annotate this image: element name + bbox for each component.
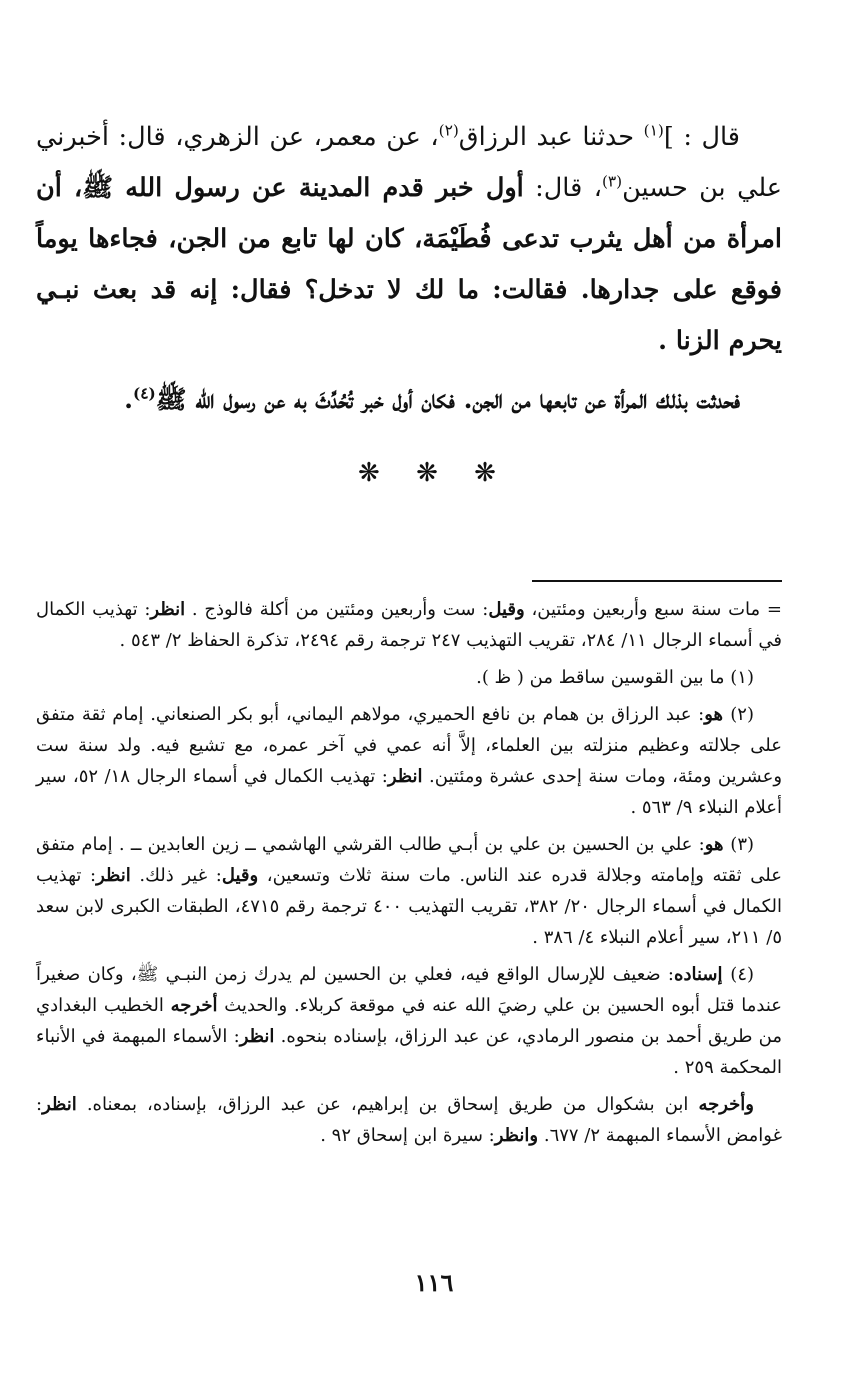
keyword: هو (704, 834, 731, 855)
footnote-4-continued (36, 1089, 782, 1151)
footnotes (36, 594, 782, 1157)
keyword: انظر (239, 1026, 275, 1047)
footnote-number: (١) (730, 667, 754, 688)
keyword: هو (704, 704, 731, 725)
footnote-number: (٤) (730, 964, 755, 985)
text-run: : غوامض الأسماء المبهمة ٢/ ٦٧٧. (36, 1094, 782, 1146)
keyword: انظر (96, 865, 131, 886)
text-run: قال : ] (663, 122, 740, 152)
section-separator: ❋ ❋ ❋ (358, 458, 510, 488)
footnote-divider (532, 580, 782, 582)
keyword: وأخرجه (698, 1094, 754, 1115)
keyword: وقيل (488, 599, 525, 620)
footnote-ref-3: (٣) (601, 172, 623, 191)
footnote-3 (36, 829, 782, 953)
text-run: ما بين القوسين ساقط من ( ظ ). (476, 667, 731, 688)
footnote-ref-2: (٢) (438, 121, 459, 140)
text-run: ، قال: (523, 173, 602, 203)
text-run: حدثنا عبد الرزاق (458, 122, 644, 152)
footnote-ref-4: (٤) (132, 384, 156, 403)
main-text (36, 112, 782, 434)
main-paragraph-2 (36, 375, 782, 426)
keyword: انظر (150, 599, 186, 620)
text-run: ، عن معمر، عن الزهري، قال: أخبرني علي بن حسين (36, 122, 783, 203)
keyword: انظر (42, 1094, 77, 1115)
footnote-number: (٣) (730, 834, 755, 855)
text-run: : تهذيب الكمال في أسماء الرجال ١١/ ٢٨٤، تقريب التهذيب ٢٤٧ ترجمة رقم ٢٤٩٤، تذكرة الحفاظ ٢/ ٥٤٣ . (36, 599, 782, 651)
keyword: وقيل (221, 865, 259, 886)
keyword: وانظر (494, 1125, 539, 1146)
text-run: فحدثت بذلك المرأة عن تابعها من الجن. فكان أول خبر تُحُدِّثَ به عن رسول الله ﷺ (155, 385, 740, 415)
main-paragraph-1 (36, 112, 782, 367)
footnote-number: (٢) (730, 704, 754, 725)
text-run: : سيرة ابن إسحاق ٩٢ . (320, 1125, 495, 1146)
page-number: ١١٦ (414, 1268, 454, 1297)
text-run: ابن بشكوال من طريق إسحاق بن إبراهيم، عن عبد الرزاق، بإسناده، بمعناه. (76, 1094, 699, 1115)
text-run: : تهذيب الكمال في أسماء الرجال ٢٠/ ٣٨٢، تقريب التهذيب ٤٠٠ ترجمة رقم ٤٧١٥، الطبقات الكبرى لابن سعد ٥/ ٢١١، سير أعلام النبلاء ٤/ ٣٨٦ . (36, 865, 782, 948)
footnote-1 (36, 662, 782, 693)
text-run: : الأسماء المبهمة في الأنباء المحكمة ٢٥٩ . (36, 1026, 782, 1078)
text-run: : تهذيب الكمال في أسماء الرجال ١٨/ ٥٢، سير أعلام النبلاء ٩/ ٥٦٣ . (36, 766, 782, 818)
text-run: . (124, 385, 133, 415)
text-run: : علي بن الحسين بن علي بن أبـي طالب القرشي الهاشمي ــ زين العابدين ــ . إمام متفق على ثقته وإمامته وجلالة قدره عند الناس. مات سنة ثلاث وتسعين، (36, 834, 782, 886)
footnote-ref-1: (١) (643, 121, 664, 140)
keyword: أخرجه (170, 995, 218, 1016)
text-run: : ست وأربعين ومئتين من أكلة فالوذج . (185, 599, 489, 620)
footnote-continuation (36, 594, 782, 656)
text-run: : غير ذلك. (130, 865, 222, 886)
text-run: = مات سنة سبع وأربعين ومئتين، (524, 599, 782, 620)
text-run: الخطيب البغدادي من طريق أحمد بن منصور الرمادي، عن عبد الرزاق، بإسناده بنحوه. (36, 995, 782, 1047)
hadith-text: أول خبر قدم المدينة عن رسول الله ﷺ، أن امرأة من أهل يثرب تدعى فُطَيْمَة، كان لها تابع من الجن، فجاءها يوماً فوقع على جدارها. فقالت: ما لك لا تدخل؟ فقال: إنه قد بعث نبـي يحرم الزنا . (36, 173, 782, 356)
footnote-2 (36, 699, 782, 823)
text-run: : ضعيف للإرسال الواقع فيه، فعلي بن الحسين لم يدرك زمن النبـي ﷺ، وكان صغيراً عندما قتل أبوه الحسين بن علي رضيَ الله عنه في موقعة كربلاء. والحديث (36, 964, 782, 1016)
footnote-4 (36, 959, 782, 1083)
text-run: : عبد الرزاق بن همام بن نافع الحميري، مولاهم اليماني، أبو بكر الصنعاني. إمام ثقة متفق على جلالته وعظيم منزلته بين العلماء، إلاَّ أنه عمي في آخر عمره، مع تشيع فيه. ولد سنة ست وعشرين ومئة، ومات سنة إحدى عشرة ومئتين. (36, 704, 783, 787)
keyword: إسناده (674, 964, 731, 985)
keyword: انظر (387, 766, 423, 787)
